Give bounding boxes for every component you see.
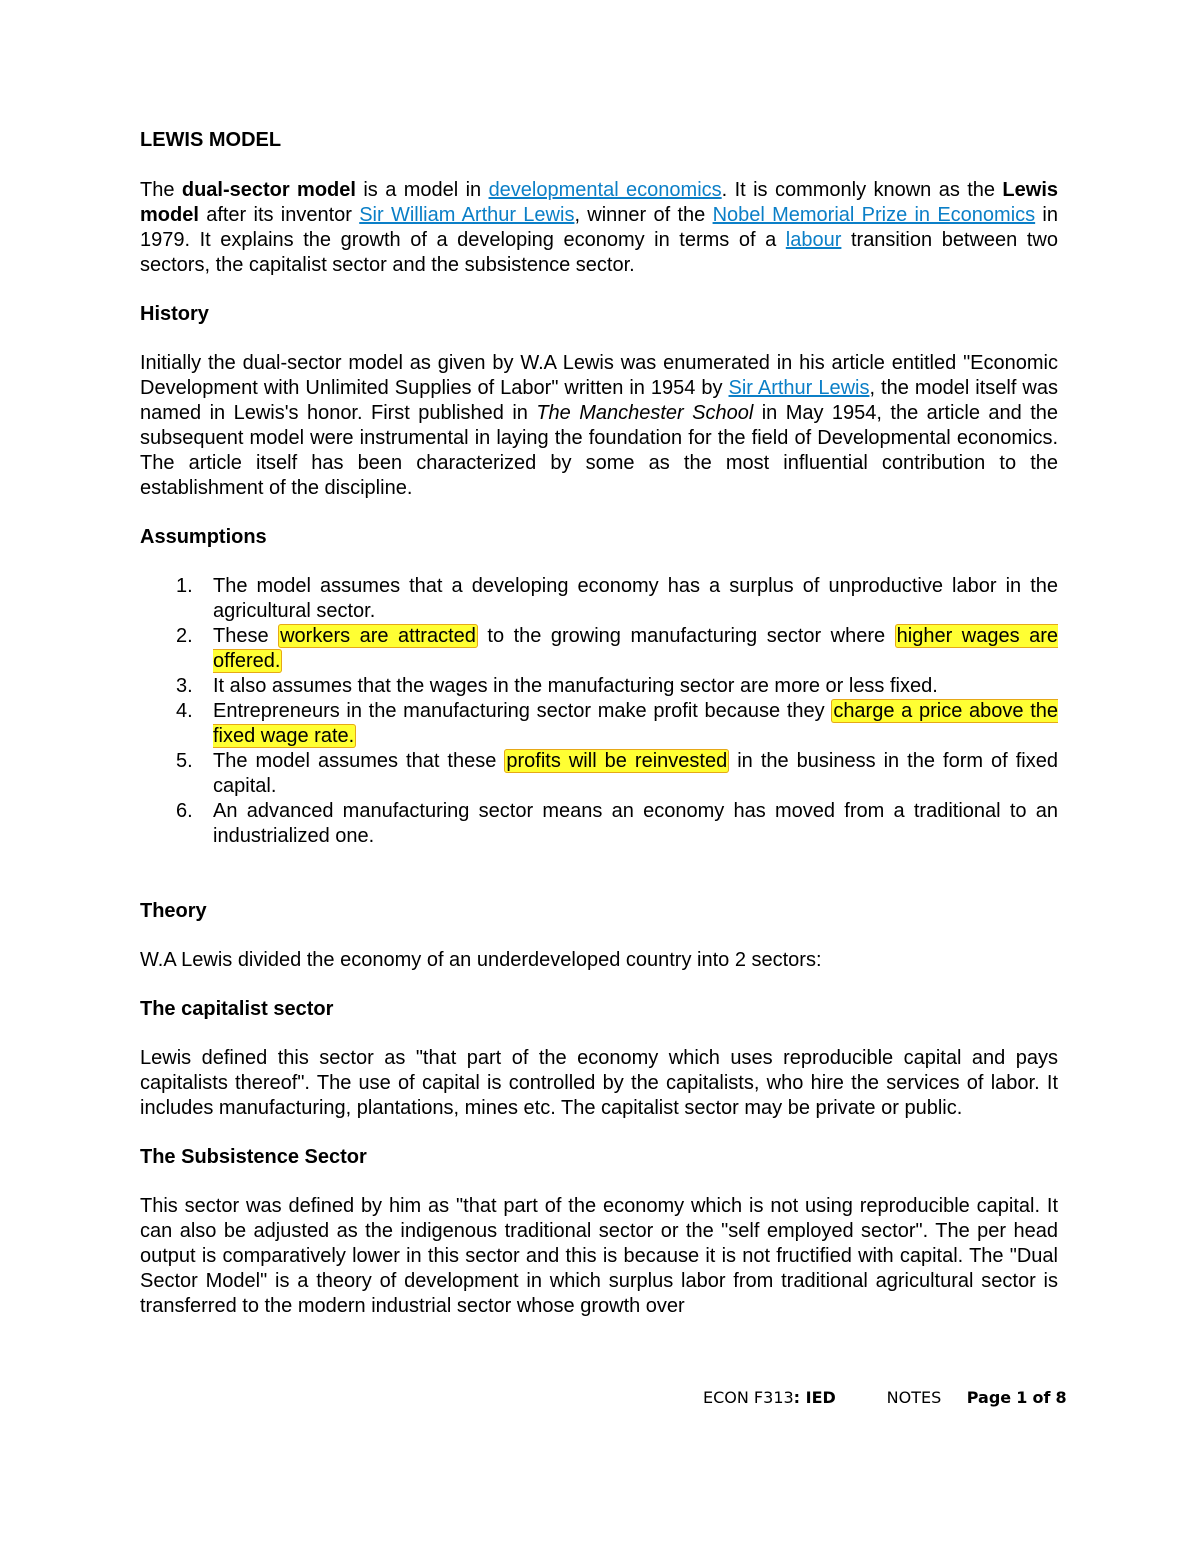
list-item: 6. An advanced manufacturing sector means an economy has moved from a traditional to an industrialized one. xyxy=(176,800,1058,847)
list-number: 1. xyxy=(176,575,193,597)
assumptions-heading: Assumptions xyxy=(140,526,267,548)
list-number: 5. xyxy=(176,750,193,772)
list-item: 2. These workers are attracted to the growing manufacturing sector where higher wages are offered. xyxy=(176,625,1058,672)
history-paragraph: Initially the dual-sector model as given by W.A Lewis was enumerated in his article entitled "Economic Development with Unlimited Supplies of Labor" written in 1954 by Sir Arthur Lewis, the model itself was named in Lewis's honor. First published in The Manchester School in May 1954, the article and the subsequent model were instrumental in laying the foundation for the field of Developmental economics. The article itself has been characterized by some as the most influential contribution to the establishment of the discipline. xyxy=(140,352,1058,499)
page-word: Page xyxy=(966,1388,1012,1407)
document-page xyxy=(140,128,1058,1319)
bold-term-lewis-model: Lewis model xyxy=(140,179,1058,226)
link-sir-arthur-lewis[interactable]: Sir Arthur Lewis xyxy=(728,377,870,399)
of-word: of xyxy=(1032,1388,1051,1407)
highlight: workers are attracted xyxy=(280,625,476,647)
italic-manchester-school: The Manchester School xyxy=(536,402,754,424)
highlight: charge a price above the fixed wage rate. xyxy=(213,700,1058,747)
link-sir-william-arthur-lewis[interactable]: Sir William Arthur Lewis xyxy=(359,204,575,226)
list-number: 4. xyxy=(176,700,193,722)
list-item: 3. It also assumes that the wages in the manufacturing sector are more or less fixed. xyxy=(176,675,938,697)
document-title: LEWIS MODEL xyxy=(140,129,282,151)
list-number: 3. xyxy=(176,675,193,697)
link-nobel-memorial-prize[interactable]: Nobel Memorial Prize in Economics xyxy=(712,204,1036,226)
capitalist-sector-heading: The capitalist sector xyxy=(140,998,334,1020)
highlight: profits will be reinvested xyxy=(506,750,728,772)
notes-label: NOTES xyxy=(886,1388,942,1407)
page-footer: ECON F313: IED NOTES Page 1 of 8 xyxy=(703,1388,1067,1407)
list-number: 6. xyxy=(176,800,193,822)
intro-paragraph: The dual-sector model is a model in developmental economics. It is commonly known as the Lewis model after its inventor Sir William Arthur Lewis, winner of the Nobel Memorial Prize in Economics in 1979. It explains the growth of a developing economy in terms of a labour transition between two sectors, the capitalist sector and the subsistence sector. xyxy=(140,179,1058,276)
page-total: 8 xyxy=(1055,1388,1067,1407)
list-item: 4. Entrepreneurs in the manufacturing sector make profit because they charge a price above the fixed wage rate. xyxy=(176,700,1058,747)
list-item: 5. The model assumes that these profits will be reinvested in the business in the form of fixed capital. xyxy=(176,750,1058,797)
assumptions-list xyxy=(140,574,1058,849)
capitalist-sector-paragraph: Lewis defined this sector as "that part of the economy which uses reproducible capital and pays capitalists thereof". The use of capital is controlled by the capitalists, who hire the services of labor. It includes manufacturing, plantations, mines etc. The capitalist sector may be private or public. xyxy=(140,1047,1058,1119)
subsistence-sector-paragraph: This sector was defined by him as "that part of the economy which is not using reproducible capital. It can also be adjusted as the indigenous traditional sector or the "self employed sector". The per head output is comparatively lower in this sector and this is because it is not fructified with capital. The "Dual Sector Model" is a theory of development in which surplus labor from traditional agricultural sector is transferred to the modern industrial sector whose growth over xyxy=(140,1195,1058,1317)
theory-heading: Theory xyxy=(140,900,207,922)
list-item: 1. The model assumes that a developing economy has a surplus of unproductive labor in the agricultural sector. xyxy=(176,575,1058,622)
link-labour[interactable]: labour xyxy=(785,229,842,251)
subsistence-sector-heading: The Subsistence Sector xyxy=(140,1146,367,1168)
link-developmental-economics[interactable]: developmental economics xyxy=(488,179,722,201)
highlight: higher wages are offered. xyxy=(213,625,1058,672)
list-number: 2. xyxy=(176,625,193,647)
history-heading: History xyxy=(140,303,209,325)
theory-paragraph: W.A Lewis divided the economy of an underdeveloped country into 2 sectors: xyxy=(140,949,822,971)
page-number: 1 xyxy=(1016,1388,1028,1407)
course-code: ECON F313 xyxy=(703,1388,794,1407)
bold-term-dual-sector: dual-sector model xyxy=(181,179,356,201)
